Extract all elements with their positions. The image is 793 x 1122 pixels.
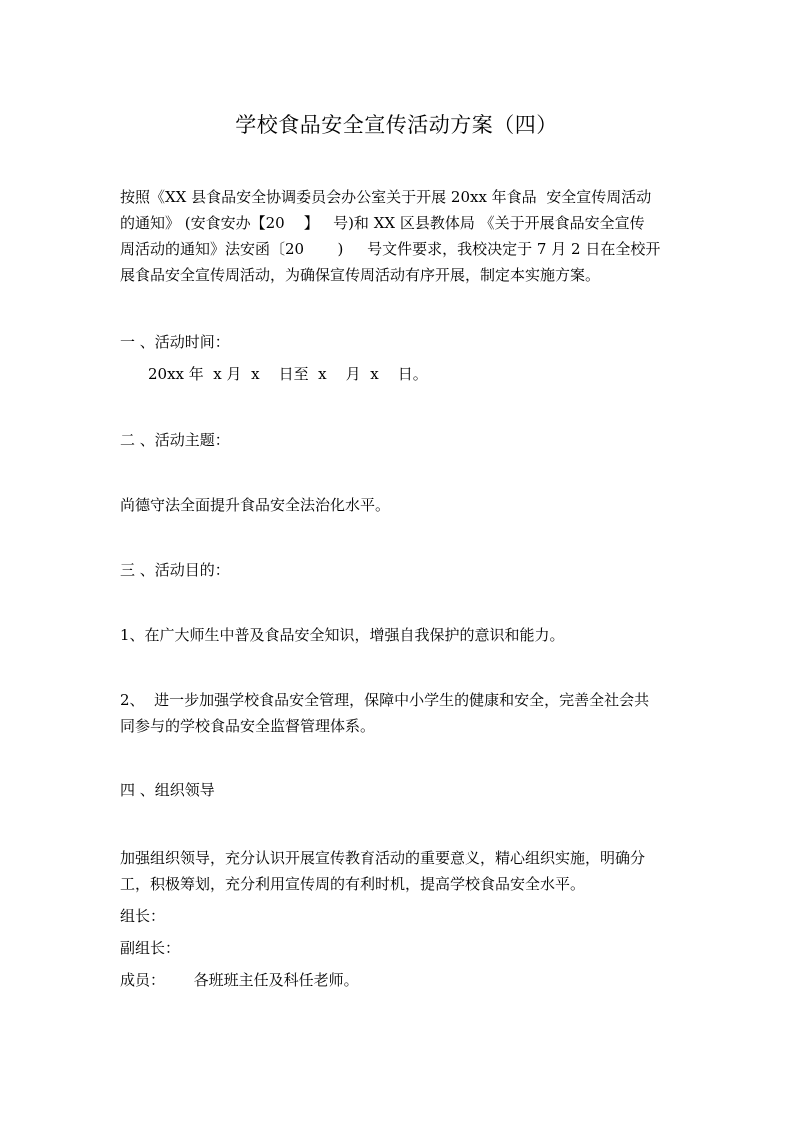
organization-text-line: 加强组织领导，充分认识开展宣传教育活动的重要意义，精心组织实施，明确分 <box>120 849 646 867</box>
page-title: 学校食品安全宣传活动方案（四） <box>235 113 558 137</box>
leader-label: 组长： <box>120 907 166 925</box>
organization-text-line: 工，积极筹划，充分利用宣传周的有利时机，提高学校食品安全水平。 <box>120 875 586 893</box>
intro-line: 的通知》 (安食安办【20 】 号)和 XX 区县教体局 《关于开展食品安全宣传 <box>120 214 645 232</box>
purpose-item-2-line: 2、 进一步加强学校食品安全管理，保障中小学生的健康和安全，完善全社会共 <box>120 691 650 709</box>
deputy-leader-label: 副组长： <box>120 939 181 957</box>
intro-line: 按照《XX 县食品安全协调委员会办公室关于开展 20xx 年食品 安全宣传周活动 <box>120 188 652 206</box>
purpose-item-1: 1、在广大师生中普及食品安全知识，增强自我保护的意识和能力。 <box>120 626 565 644</box>
section-heading-theme: 二 、活动主题： <box>120 431 230 449</box>
members-line: 成员： 各班班主任及科任老师。 <box>120 971 359 989</box>
section-heading-organization: 四 、组织领导 <box>120 781 215 799</box>
section-heading-time: 一 、活动时间： <box>120 333 230 351</box>
activity-theme-text: 尚德守法全面提升食品安全法治化水平。 <box>120 496 391 514</box>
intro-line: 展食品安全宣传周活动，为确保宣传周活动有序开展，制定本实施方案。 <box>120 266 601 284</box>
section-heading-purpose: 三 、活动目的： <box>120 561 230 579</box>
intro-line: 周活动的通知》法安函〔20 ) 号文件要求，我校决定于 7 月 2 日在全校开 <box>120 240 661 258</box>
activity-time-text: 20xx 年 x 月 x 日至 x 月 x 日。 <box>148 365 428 383</box>
purpose-item-2-line: 同参与的学校食品安全监督管理体系。 <box>120 717 376 735</box>
